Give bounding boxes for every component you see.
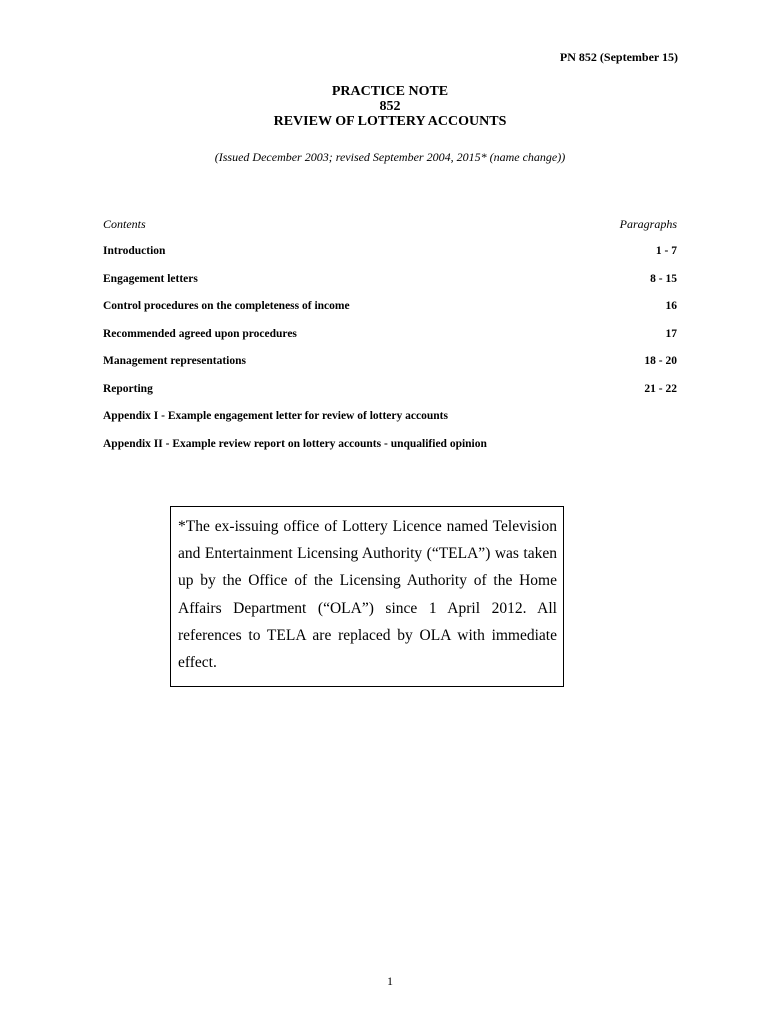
toc-item-paragraphs: 1 - 7 bbox=[655, 245, 677, 257]
issued-note: (Issued December 2003; revised September 2004, 2015* (name change)) bbox=[214, 150, 566, 164]
toc-item-title: Appendix II - Example review report on lottery accounts - unqualified opinion bbox=[103, 437, 487, 450]
contents-label: Contents bbox=[103, 217, 146, 231]
title-line-practice-note: PRACTICE NOTE bbox=[331, 84, 449, 99]
page-number: 1 bbox=[387, 974, 393, 988]
title-line-number: 852 bbox=[379, 99, 401, 114]
toc-item-title: Reporting bbox=[103, 382, 153, 395]
toc-item-paragraphs: 21 - 22 bbox=[644, 382, 677, 395]
name-change-note-box bbox=[170, 506, 564, 687]
toc-item-appendix-2 bbox=[103, 438, 677, 466]
toc-item-introduction bbox=[103, 245, 677, 273]
toc-item-paragraphs: 16 bbox=[665, 300, 677, 312]
toc-item-title: Appendix I - Example engagement letter for review of lottery accounts bbox=[103, 410, 448, 422]
toc-item-title: Introduction bbox=[103, 245, 166, 257]
page-reference: PN 852 (September 15) bbox=[559, 50, 678, 64]
toc-item-reporting bbox=[103, 383, 677, 411]
title-line-subject: REVIEW OF LOTTERY ACCOUNTS bbox=[273, 114, 507, 129]
toc-item-management-representations bbox=[103, 355, 677, 383]
toc-item-paragraphs: 18 - 20 bbox=[644, 355, 677, 367]
table-of-contents bbox=[103, 245, 677, 465]
toc-item-title: Control procedures on the completeness of income bbox=[103, 300, 350, 312]
toc-item-title: Management representations bbox=[103, 355, 246, 367]
name-change-note-text: *The ex-issuing office of Lottery Licence named Television and Entertainment Licensing Authority (“TELA”) was taken up by the Office of the Licensing Authority of the Home Affairs Department (“OLA”) since 1 April 2012. All references to TELA are replaced by OLA with immediate effect. bbox=[178, 518, 557, 672]
paragraphs-label: Paragraphs bbox=[619, 217, 677, 231]
toc-item-agreed-procedures bbox=[103, 328, 677, 356]
toc-item-paragraphs: 8 - 15 bbox=[650, 272, 677, 285]
document-title bbox=[0, 84, 770, 129]
toc-item-title: Recommended agreed upon procedures bbox=[103, 327, 297, 340]
toc-item-title: Engagement letters bbox=[103, 272, 198, 285]
toc-item-control-procedures bbox=[103, 300, 677, 328]
toc-item-paragraphs: 17 bbox=[665, 327, 677, 340]
toc-item-engagement-letters bbox=[103, 273, 677, 301]
contents-header bbox=[103, 217, 677, 232]
toc-item-appendix-1 bbox=[103, 410, 677, 438]
